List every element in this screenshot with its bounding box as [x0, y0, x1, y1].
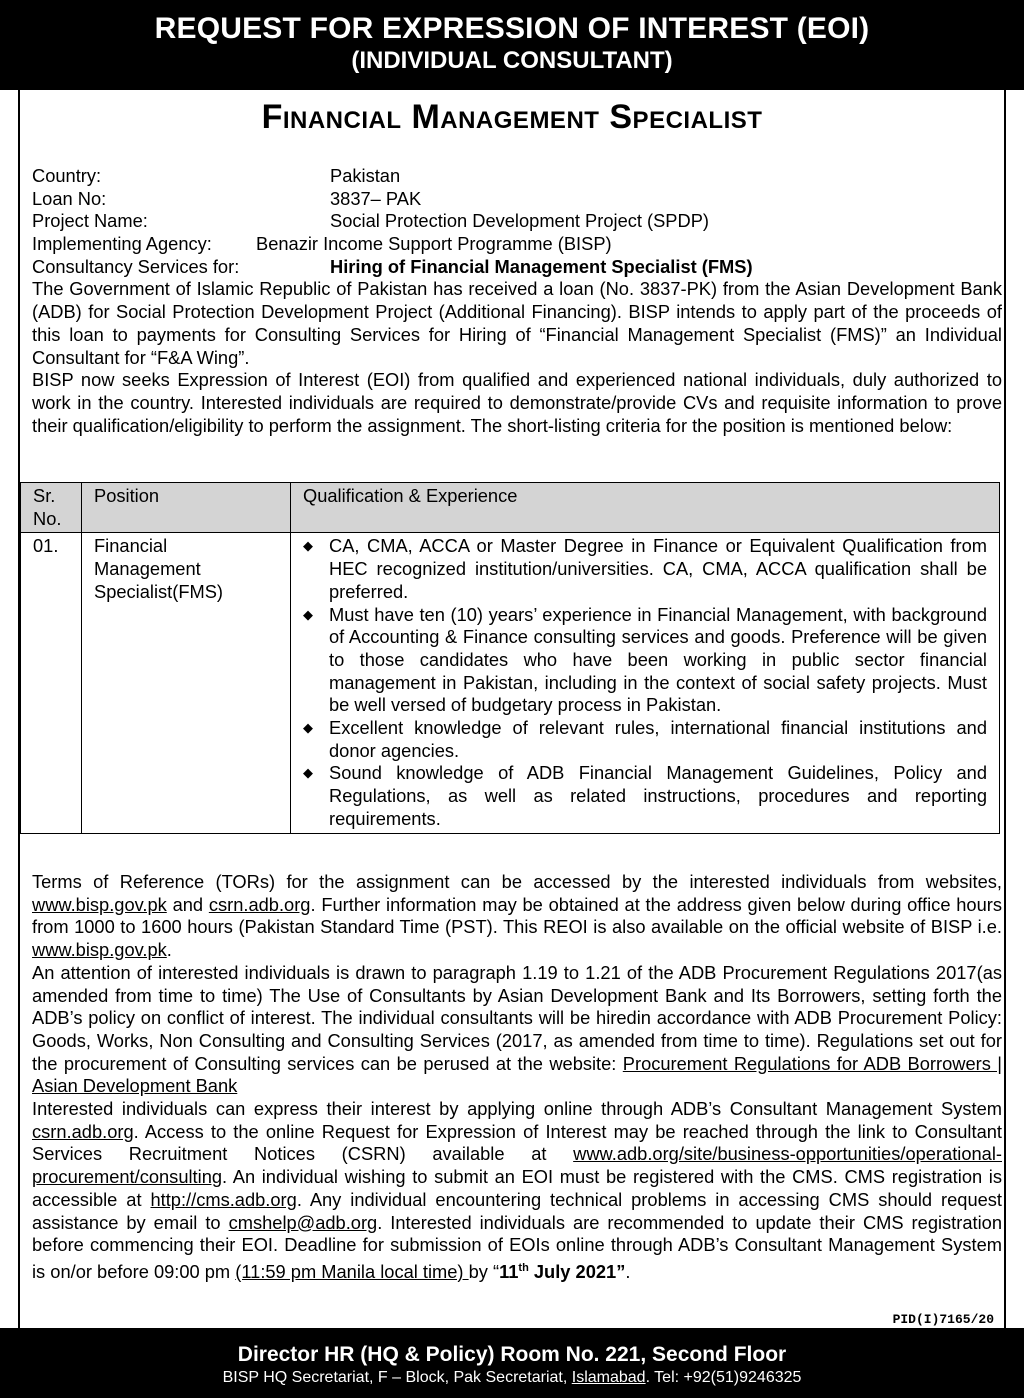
deadline-suffix: th: [518, 1261, 529, 1274]
header-subtitle: (INDIVIDUAL CONSULTANT): [351, 47, 673, 74]
info-loan: [32, 188, 1002, 211]
info-country: [32, 165, 1002, 188]
apply-text: . Access to the online Request for Expression of Interest may be reached through the link to Consultant Services Recruitment Notices (CSRN) available at: [32, 1120, 1002, 1165]
info-project: [32, 210, 1002, 233]
list-item: [303, 603, 987, 718]
tor-text: . Further information may be obtained at the address given below during office hours from 1000 to 1600 hours (Pakistan Standard Time (PST). This REOI is also available on the official website of BISP i.e.: [32, 893, 1002, 938]
bullet-icon: ◆: [303, 606, 313, 622]
country-label: Country:: [32, 165, 102, 186]
loan-label: Loan No:: [32, 187, 107, 209]
apply-paragraph: [32, 1098, 1002, 1284]
csrn-link[interactable]: csrn.adb.org: [208, 893, 311, 915]
apply-text: Interested individuals can express their interest by applying online through ADB’s Consultant Management System: [32, 1098, 1002, 1120]
cell-position: Financial Management Specialist(FMS): [82, 533, 291, 833]
apply-text: . Interested individuals are recommended to update their CMS registration before commencing their EOI. Deadline for submission of EOIs online through ADB’s Consultant Management System is on/or before 09:00 pm: [32, 1211, 1002, 1283]
cms-link[interactable]: http://cms.adb.org: [150, 1188, 297, 1210]
header-position: Position: [82, 483, 291, 533]
services-label: Consultancy Services for:: [32, 255, 240, 277]
tor-text: and: [166, 893, 209, 915]
header-title: REQUEST FOR EXPRESSION OF INTEREST (EOI): [154, 12, 870, 45]
agency-value: Benazir Income Support Programme (BISP): [256, 233, 612, 255]
agency-label: Implementing Agency:: [32, 233, 212, 255]
tor-paragraph: [32, 871, 1002, 962]
bisp-website-link[interactable]: www.bisp.gov.pk: [32, 893, 167, 915]
table-header-row: [21, 483, 1000, 533]
cmshelp-email-link[interactable]: cmshelp@adb.org: [228, 1211, 378, 1233]
bullet-icon: ◆: [303, 765, 313, 781]
tor-text: Terms of Reference (TORs) for the assignment can be accessed by the interested individuals from websites,: [32, 871, 1002, 892]
deadline-date: July 2021”: [528, 1261, 626, 1283]
bullet-icon: ◆: [303, 538, 313, 554]
header-sr-no: Sr. No.: [21, 483, 82, 533]
address-city: Islamabad: [571, 1369, 646, 1386]
services-value: Hiring of Financial Management Specialist (FMS): [330, 255, 753, 277]
table-row: [21, 533, 1000, 833]
footer-contact-title: Director HR (HQ & Policy) Room No. 221, Second Floor: [237, 1343, 787, 1366]
list-item: [303, 717, 987, 762]
shortlisting-criteria-table: [20, 482, 1000, 834]
qualification-list: [303, 535, 987, 830]
project-info: [32, 165, 1002, 437]
adb-consulting-link[interactable]: www.adb.org/site/business-opportunities/operational-procurement/consulting: [32, 1143, 1002, 1188]
header-qualification: Qualification & Experience: [291, 483, 1000, 533]
address-text: BISP HQ Secretariat, F – Block, Pak Secretariat,: [222, 1369, 572, 1386]
pid-code: PID(I)7165/20: [892, 1312, 994, 1327]
closing-text: [32, 871, 1002, 1284]
list-item: [303, 535, 987, 603]
apply-text: by “: [468, 1261, 500, 1283]
qualification-text: Sound knowledge of ADB Financial Management Guidelines, Policy and Regulations, as well as related instructions, procedures and reporting requirements.: [329, 762, 987, 829]
country-value: Pakistan: [330, 165, 401, 186]
manila-time: (11:59 pm Manila local time): [235, 1261, 469, 1283]
loan-value: 3837– PAK: [330, 187, 422, 209]
deadline-day: 11: [499, 1261, 519, 1283]
footer-banner: [0, 1328, 1024, 1398]
info-services: [32, 256, 1002, 279]
bisp-website-link-2[interactable]: www.bisp.gov.pk: [32, 939, 167, 961]
address-phone: . Tel: +92(51)9246325: [645, 1369, 802, 1386]
apply-text: . Any individual encountering technical problems in accessing CMS should request assistance by email to: [32, 1188, 1003, 1233]
attention-paragraph: [32, 962, 1002, 1098]
qualification-text: Excellent knowledge of relevant rules, international financial institutions and donor agencies.: [329, 717, 987, 761]
footer-address: [0, 1368, 1024, 1388]
project-value: Social Protection Development Project (SPDP): [330, 210, 709, 232]
apply-text: . An individual wishing to submit an EOI must be registered with the CMS. CMS registration is accessible at: [32, 1166, 1002, 1210]
csrn-link-2[interactable]: csrn.adb.org: [32, 1120, 134, 1142]
position-title: Financial Management Specialist: [261, 98, 763, 136]
info-agency: [32, 233, 1002, 256]
qualification-text: CA, CMA, ACCA or Master Degree in Finance or Equivalent Qualification from HEC recognized institution/universities. CA, CMA, ACCA qualification shall be preferred.: [329, 535, 987, 602]
apply-text: .: [625, 1261, 631, 1283]
cell-sr-no: 01.: [21, 533, 82, 833]
project-label: Project Name:: [32, 210, 148, 232]
attention-text: An attention of interested individuals is drawn to paragraph 1.19 to 1.21 of the ADB Procurement Regulations 2017(as amended from time to time) The Use of Consultants by Asian Development Bank and Its Borrowers, setting forth the ADB’s policy on conflict of interest. The individual consultants will be hiredin accordance with ADB Procurement Policy: Goods, Works, Non Consulting and Consulting Services (2017, as amended from time to time). Regulations set out for the procurement of Consulting services can be perused at the website:: [32, 961, 1002, 1074]
eoi-paragraph: BISP now seeks Expression of Interest (EOI) from qualified and experienced national individuals, duly authorized to work in the country. Interested individuals are required to demonstrate/provide CVs and requisite information to prove their qualification/eligibility to perform the assignment. The short-listing criteria for the position is mentioned below:: [32, 369, 1002, 436]
cell-qualifications: [291, 533, 1000, 833]
tor-text: .: [166, 939, 172, 961]
list-item: [303, 762, 987, 830]
header-banner: [0, 0, 1024, 90]
qualification-text: Must have ten (10) years’ experience in Financial Management, with background of Accounting & Finance consulting services and goods. Preference will be given to those candidates who have been working in public sector financial management in Pakistan, including in the context of social safety projects. Must be well versed of budgetary process in Pakistan.: [329, 603, 987, 716]
loan-paragraph: The Government of Islamic Republic of Pakistan has received a loan (No. 3837-PK) from the Asian Development Bank (ADB) for Social Protection Development Project (Additional Financing). BISP intends to apply part of the proceeds of this loan to payments for Consulting Services for Hiring of “Financial Management Specialist (FMS)” an Individual Consultant for “F&A Wing”.: [32, 278, 1002, 368]
bullet-icon: ◆: [303, 720, 313, 736]
procurement-regulations-link[interactable]: Procurement Regulations for ADB Borrowers | Asian Development Bank: [32, 1052, 1002, 1097]
